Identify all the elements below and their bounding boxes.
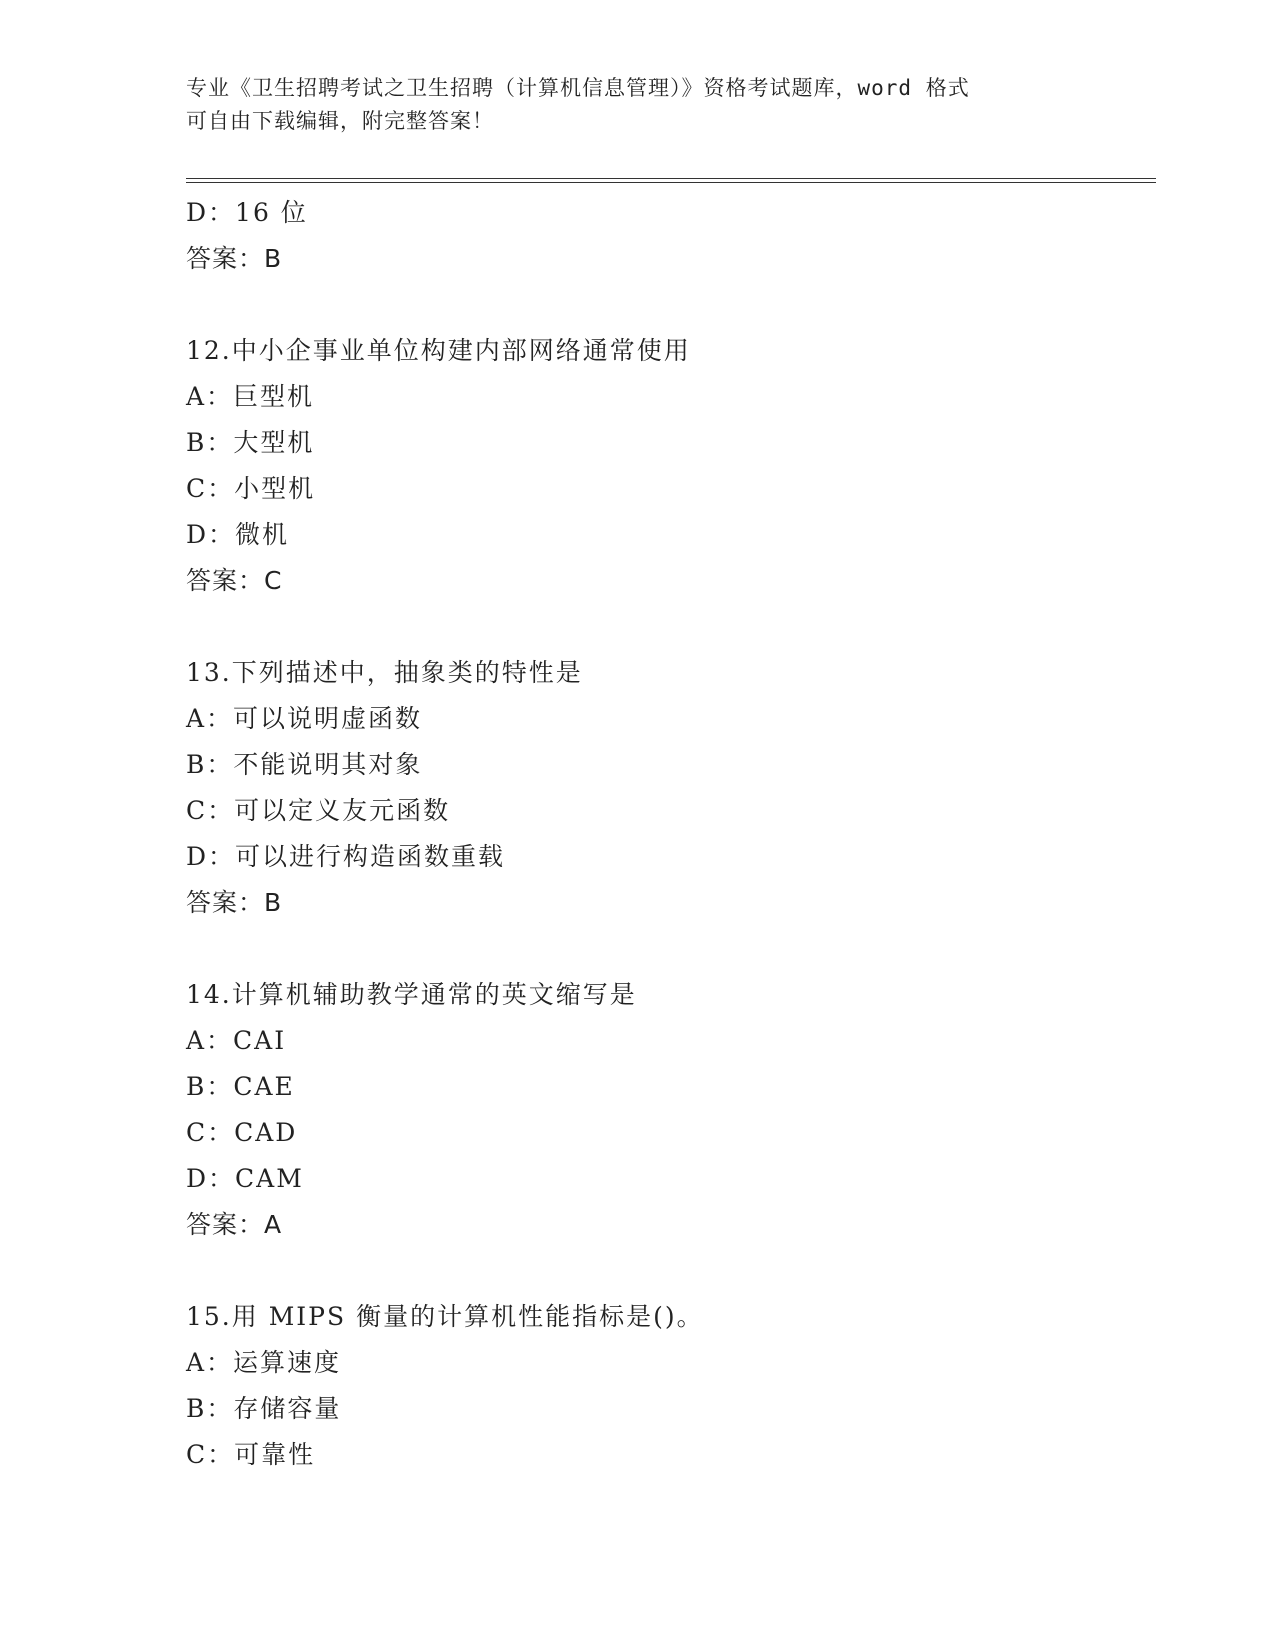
question-13-text: 13.下列描述中，抽象类的特性是	[186, 658, 583, 687]
question-13-option-a: A：可以说明虚函数	[186, 704, 423, 733]
question-15-text: 15.用 MIPS 衡量的计算机性能指标是()。	[186, 1302, 704, 1331]
question-12-option-a: A：巨型机	[186, 382, 315, 411]
question-13-option-c: C：可以定义友元函数	[186, 796, 451, 825]
question-14-option-a: A：CAI	[186, 1026, 287, 1055]
question-12-option-d: D：微机	[186, 520, 290, 549]
question-12-option-b: B：大型机	[186, 428, 315, 457]
spacer	[186, 282, 1156, 328]
question-12-text: 12.中小企事业单位构建内部网络通常使用	[186, 336, 691, 365]
prev-question-answer: 答案：B	[186, 244, 283, 273]
prev-question-option-d: D：16 位	[186, 198, 308, 227]
spacer	[186, 926, 1156, 972]
question-15-option-c: C：可靠性	[186, 1440, 316, 1469]
question-13-option-d: D：可以进行构造函数重载	[186, 842, 506, 871]
header-divider	[186, 178, 1156, 183]
spacer	[186, 1248, 1156, 1294]
question-list	[186, 190, 1156, 1478]
question-12-answer: 答案：C	[186, 566, 283, 595]
question-12-option-c: C：小型机	[186, 474, 316, 503]
document-header	[186, 72, 1086, 138]
header-title-line-2: 可自由下载编辑，附完整答案！	[186, 109, 494, 133]
question-15-option-a: A：运算速度	[186, 1348, 342, 1377]
question-14-option-d: D：CAM	[186, 1164, 304, 1193]
question-14-text: 14.计算机辅助教学通常的英文缩写是	[186, 980, 637, 1009]
spacer	[186, 604, 1156, 650]
question-15-option-b: B：存储容量	[186, 1394, 342, 1423]
question-14-option-b: B：CAE	[186, 1072, 295, 1101]
question-14-answer: 答案：A	[186, 1210, 283, 1239]
question-13-answer: 答案：B	[186, 888, 283, 917]
question-13-option-b: B：不能说明其对象	[186, 750, 423, 779]
header-title-line-1: 专业《卫生招聘考试之卫生招聘（计算机信息管理）》资格考试题库，word 格式	[186, 76, 970, 100]
question-14-option-c: C：CAD	[186, 1118, 298, 1147]
